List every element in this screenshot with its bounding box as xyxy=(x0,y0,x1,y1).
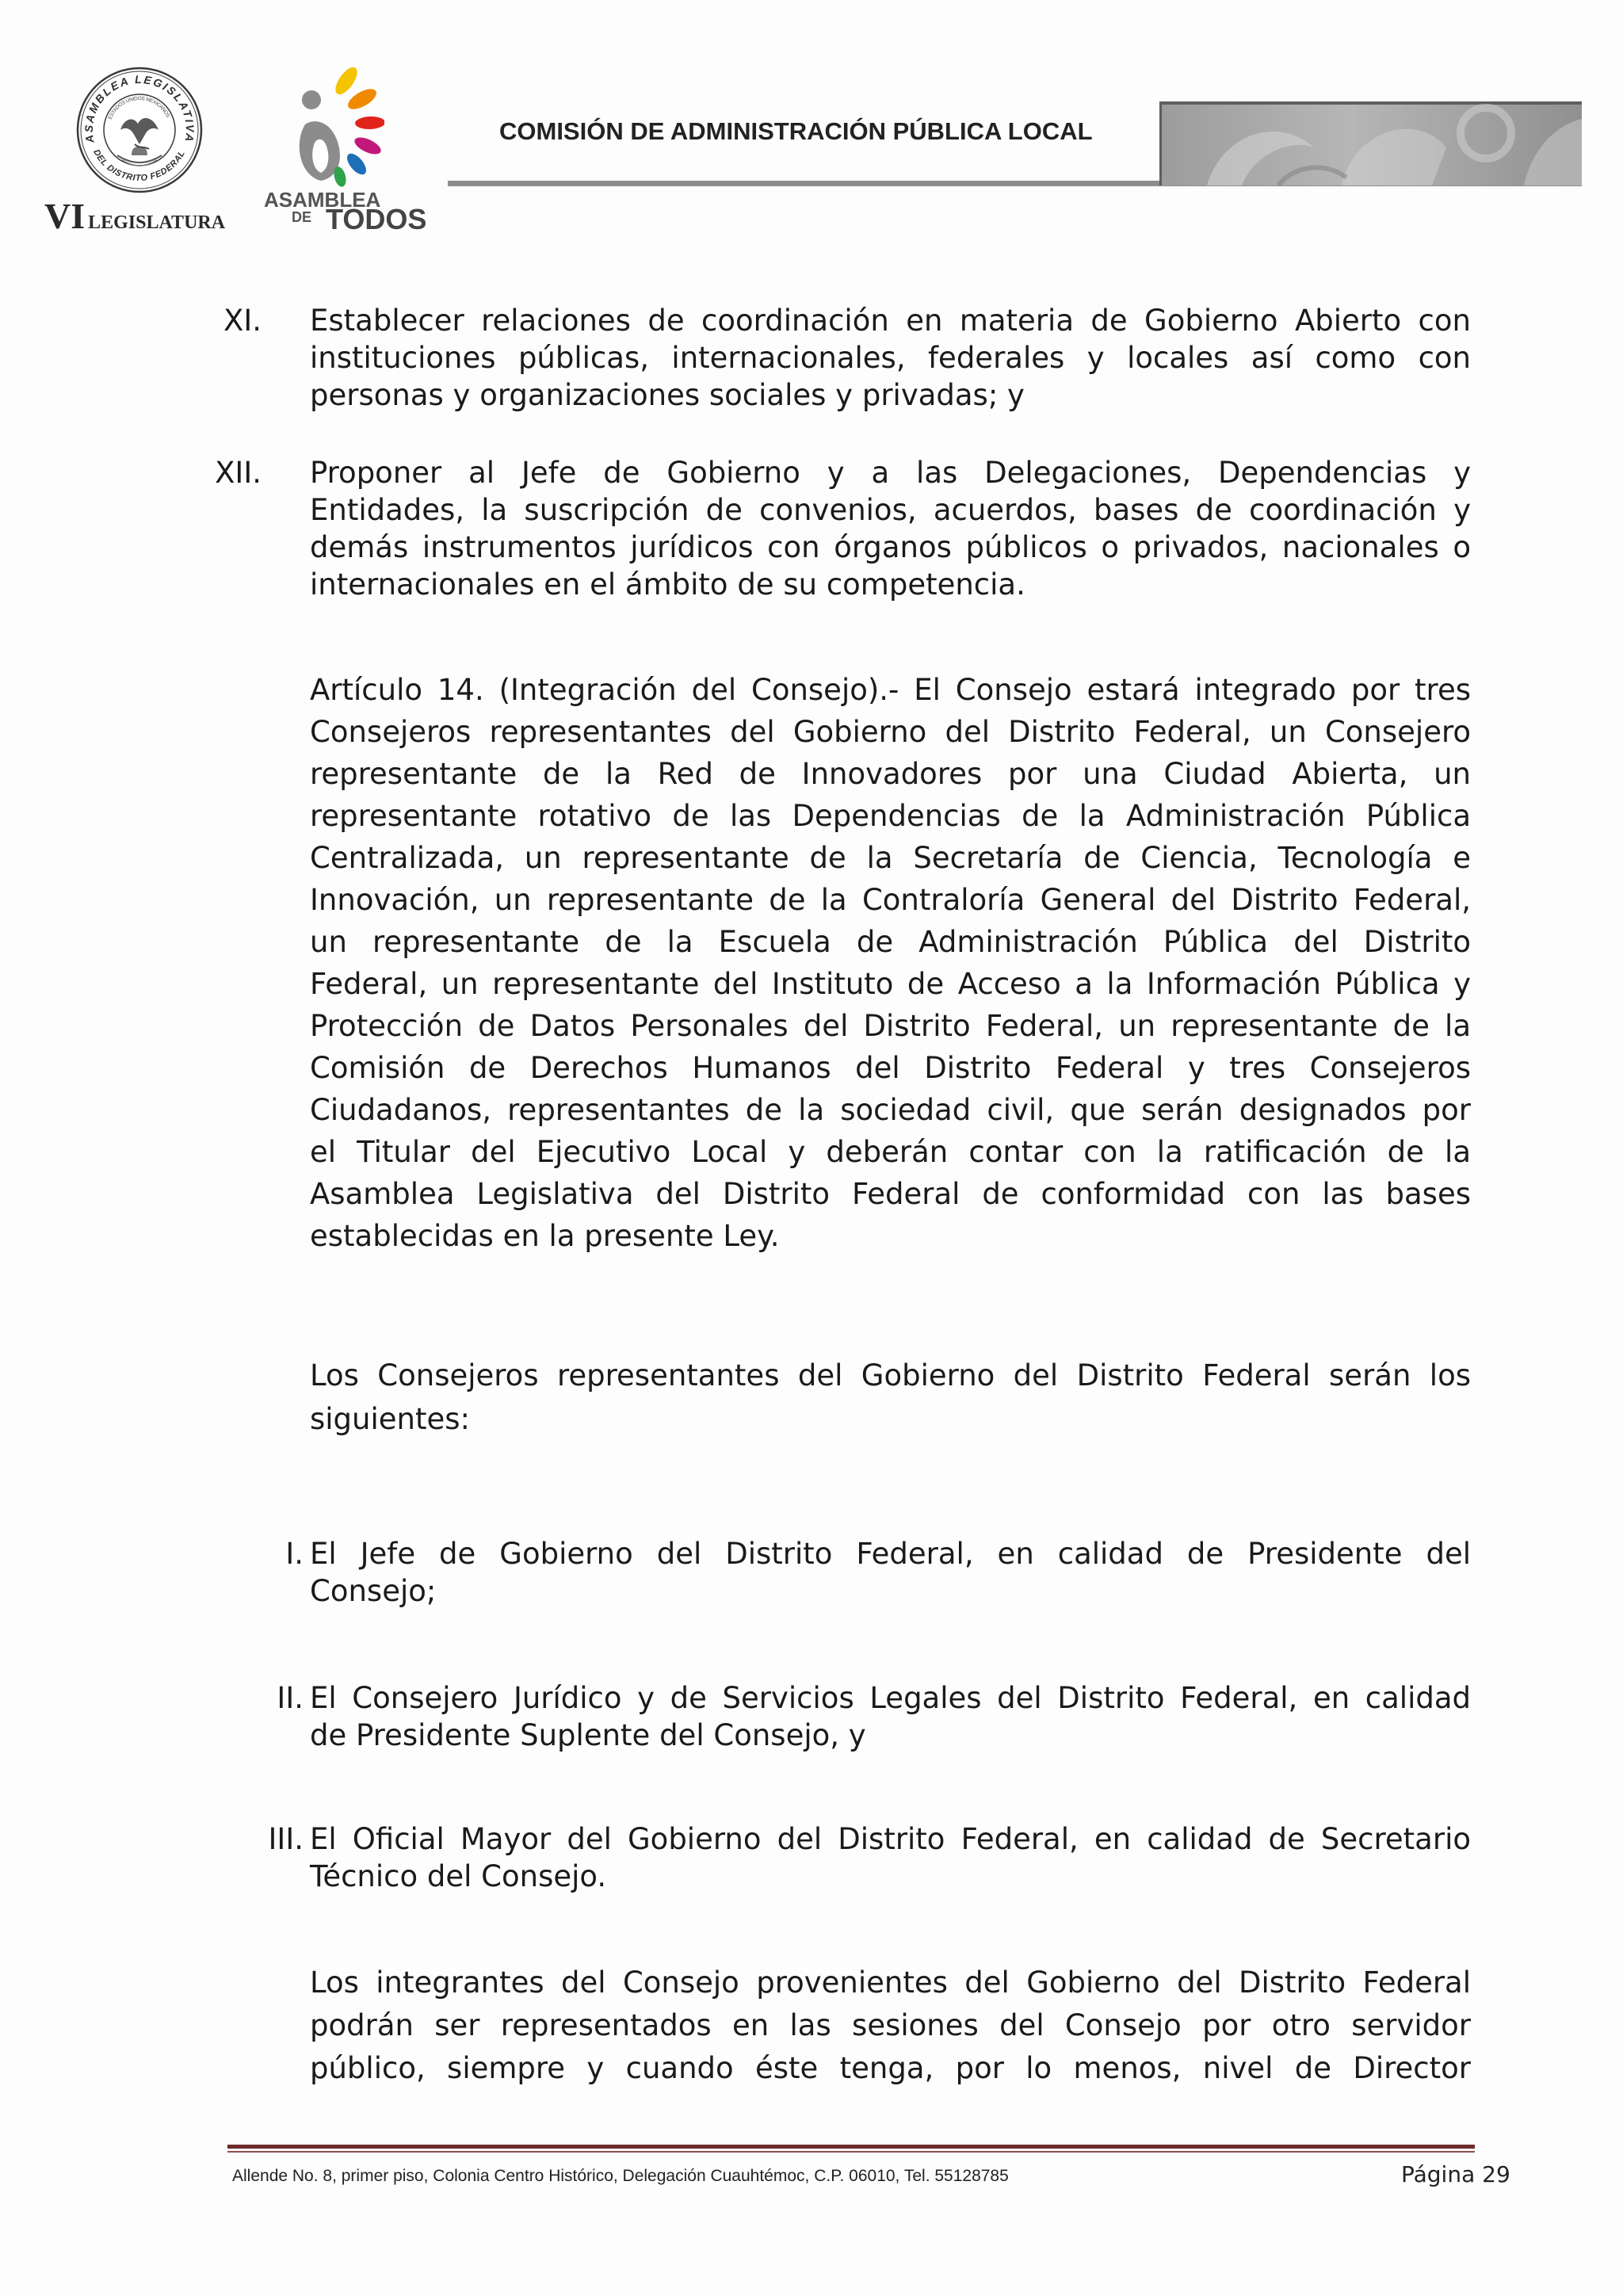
member-line: El Jefe de Gobierno del Distrito Federal, en calidad de Presidente del xyxy=(310,1537,1471,1571)
footer-rule-thin xyxy=(227,2151,1475,2153)
member-line: El Consejero Jurídico y de Servicios Legales del Distrito Federal, en calidad xyxy=(310,1681,1471,1715)
article-line: Protección de Datos Personales del Distrito Federal, un representante de la xyxy=(310,1009,1471,1043)
seal-top-text: ASAMBLEA LEGISLATIVA xyxy=(82,72,197,144)
intro-line: siguientes: xyxy=(310,1402,471,1436)
article-line: Asamblea Legislativa del Distrito Federal de conformidad con las bases xyxy=(310,1177,1471,1211)
header-decorative-band xyxy=(1159,101,1582,185)
member-iii xyxy=(268,1820,1471,1895)
member-ii xyxy=(277,1679,1471,1754)
fraction-xii xyxy=(215,454,1471,603)
footer-address: Allende No. 8, primer piso, Colonia Centro Histórico, Delegación Cuauhtémoc, C.P. 06010, Tel. 55128785 xyxy=(232,2167,1009,2185)
commission-title: COMISIÓN DE ADMINISTRACIÓN PÚBLICA LOCAL xyxy=(499,117,1093,145)
member-line: de Presidente Suplente del Consejo, y xyxy=(310,1718,866,1752)
member-line: Consejo; xyxy=(310,1574,437,1608)
article-line: Ciudadanos, representantes de la sociedad civil, que serán designados por xyxy=(310,1093,1471,1127)
article-line: el Titular del Ejecutivo Local y deberán contar con la ratificación de la xyxy=(310,1135,1471,1169)
fraction-line: Entidades, la suscripción de convenios, acuerdos, bases de coordinación y xyxy=(310,493,1471,527)
article-line: Federal, un representante del Instituto de Acceso a la Información Pública y xyxy=(310,967,1471,1001)
article-line: establecidas en la presente Ley. xyxy=(310,1219,780,1253)
article-line: Comisión de Derechos Humanos del Distrito Federal y tres Consejeros xyxy=(310,1051,1471,1085)
seal-inner-text: ESTADOS UNIDOS MEXICANOS xyxy=(107,96,171,120)
legislature-word: LEGISLATURA xyxy=(88,212,226,233)
fraction-line: instituciones públicas, internacionales, federales y locales así como con xyxy=(310,341,1471,375)
fraction-line: personas y organizaciones sociales y privadas; y xyxy=(310,378,1025,412)
aldf-seal-logo xyxy=(76,67,203,193)
legislature-numeral: VI xyxy=(44,196,86,236)
member-i xyxy=(285,1535,1471,1610)
member-numeral: II. xyxy=(277,1681,304,1715)
article-line: Artículo 14. (Integración del Consejo).- El Consejo estará integrado por tres xyxy=(310,673,1471,707)
brand-asamblea: ASAMBLEA xyxy=(264,188,381,212)
page-number: Página 29 xyxy=(1401,2161,1510,2187)
intro-line: Los Consejeros representantes del Gobierno del Distrito Federal serán los xyxy=(310,1358,1471,1392)
article-line: Consejeros representantes del Gobierno del Distrito Federal, un Consejero xyxy=(310,715,1471,749)
article-line: representante de la Red de Innovadores por una Ciudad Abierta, un xyxy=(310,757,1471,791)
article-14-paragraph xyxy=(310,669,1471,1257)
article-line: Centralizada, un representante de la Secretaría de Ciencia, Tecnología e xyxy=(310,841,1471,875)
fraction-line: demás instrumentos jurídicos con órganos públicos o privados, nacionales o xyxy=(310,530,1471,564)
member-numeral: III. xyxy=(268,1822,304,1856)
representation-line: podrán ser representados en las sesiones del Consejo por otro servidor xyxy=(310,2008,1471,2042)
article-line: un representante de la Escuela de Administración Pública del Distrito xyxy=(310,925,1471,959)
fraction-line: Proponer al Jefe de Gobierno y a las Delegaciones, Dependencias y xyxy=(310,456,1471,490)
legislature-label xyxy=(44,198,225,235)
article-line: representante rotativo de las Dependencias de la Administración Pública xyxy=(310,799,1471,833)
representation-line: público, siempre y cuando éste tenga, por lo menos, nivel de Director xyxy=(310,2051,1471,2085)
brand-de: DE xyxy=(292,209,312,225)
member-line: El Oficial Mayor del Gobierno del Distrito Federal, en calidad de Secretario xyxy=(310,1822,1471,1856)
member-numeral: I. xyxy=(285,1537,304,1571)
fraction-line: Establecer relaciones de coordinación en materia de Gobierno Abierto con xyxy=(310,304,1471,338)
member-line: Técnico del Consejo. xyxy=(310,1859,607,1893)
fraction-line: internacionales en el ámbito de su competencia. xyxy=(310,567,1025,602)
footer-rule xyxy=(227,2145,1475,2149)
representation-line: Los integrantes del Consejo provenientes del Gobierno del Distrito Federal xyxy=(310,1966,1471,2000)
article-line: Innovación, un representante de la Contraloría General del Distrito Federal, xyxy=(310,883,1471,917)
fraction-numeral: XI. xyxy=(223,304,262,338)
government-intro-paragraph xyxy=(310,1354,1471,1441)
representation-paragraph xyxy=(310,1962,1471,2090)
asamblea-de-todos-logo xyxy=(289,57,384,188)
fraction-xi xyxy=(223,302,1471,414)
fraction-numeral: XII. xyxy=(215,456,262,490)
seal-bottom-text: DEL DISTRITO FEDERAL xyxy=(91,147,187,184)
brand-todos: TODOS xyxy=(326,203,427,235)
